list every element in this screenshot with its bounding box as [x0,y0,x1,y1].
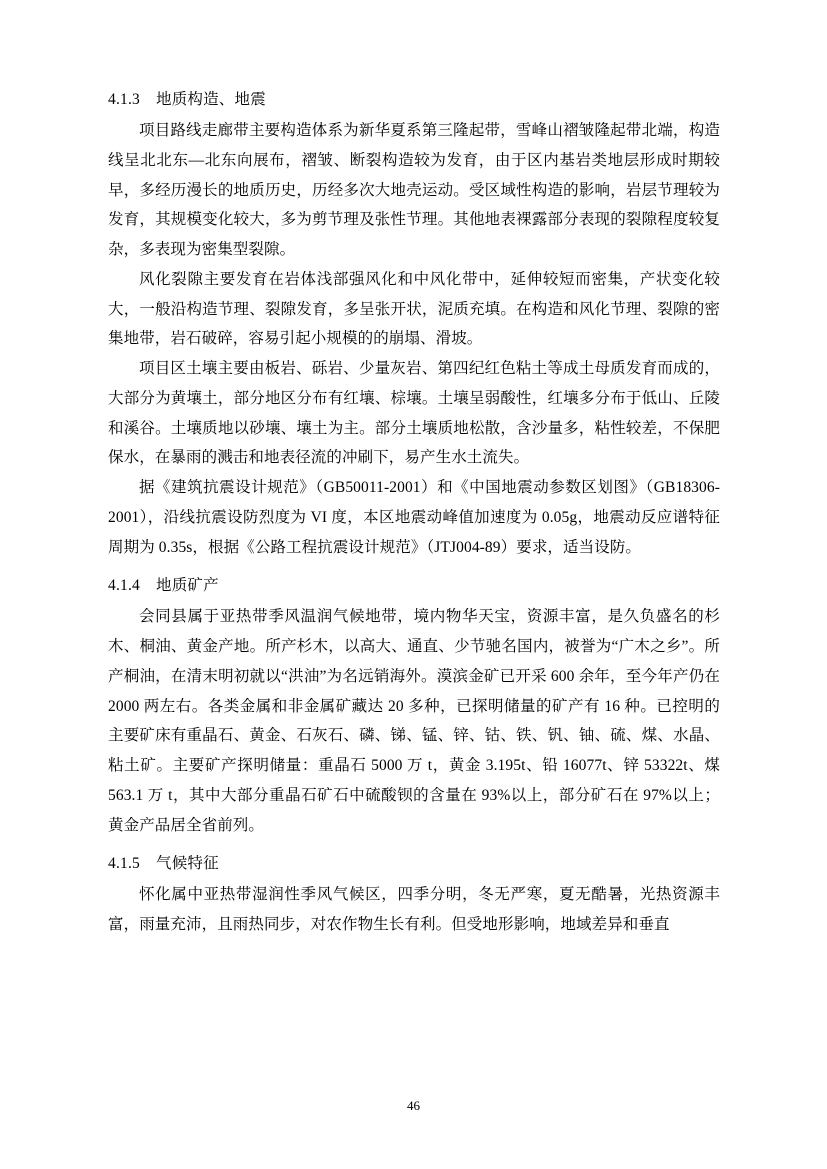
spacer [108,840,720,852]
page-number: 46 [407,1098,420,1113]
paragraph-413-4: 据《建筑抗震设计规范》（GB50011-2001）和《中国地震动参数区划图》（GB18306-2001），沿线抗震设防烈度为 VI 度，本区地震动峰值加速度为 0.05g，地震动反应谱特征周期为 0.35s，根据《公路工程抗震设计规范》（JTJ004-89）要求，适当设防。 [108,479,720,556]
section-number-414: 4.1.4 [108,577,140,595]
page-content [108,88,720,940]
paragraph-413-3: 项目区土壤主要由板岩、砾岩、少量灰岩、第四纪红色粘土等成土母质发育而成的，大部分为黄壤土，部分地区分布有红壤、棕壤。土壤呈弱酸性，红壤多分布于低山、丘陵和溪谷。土壤质地以砂壤、壤土为主。部分土壤质地松散，含沙量多，粘性较差，不保肥保水，在暴雨的溅击和地表径流的冲刷下，易产生水土流失。 [108,360,720,467]
section-number-413: 4.1.3 [108,91,140,108]
section-number-415: 4.1.5 [108,855,140,873]
section-title-415: 气候特征 [156,855,219,873]
section-title-413: 地质构造、地震 [156,91,266,108]
section-heading-413 [108,88,720,112]
section-heading-415 [108,852,720,876]
paragraph-415-1: 怀化属中亚热带湿润性季风气候区，四季分明，冬无严寒，夏无酷暑，光热资源丰富，雨量充沛，且雨热同步，对农作物生长有利。但受地形影响，地域差异和垂直 [108,886,720,934]
section-heading-414 [108,574,720,598]
paragraph-413-1: 项目路线走廊带主要构造体系为新华夏系第三隆起带，雪峰山褶皱隆起带北端，构造线呈北北东—北东向展布，褶皱、断裂构造较为发育，由于区内基岩类地层形成时期较早，多经历漫长的地质历史，历经多次大地壳运动。受区域性构造的影响，岩层节理较为发育，其规模变化较大，多为剪节理及张性节理。其他地表裸露部分表现的裂隙程度较复杂，多表现为密集型裂隙。 [108,122,720,259]
paragraph-413-2: 风化裂隙主要发育在岩体浅部强风化和中风化带中，延伸较短而密集，产状变化较大，一般沿构造节理、裂隙发育，多呈张开状，泥质充填。在构造和风化节理、裂隙的密集地带，岩石破碎，容易引起小规模的的崩塌、滑坡。 [108,270,720,348]
section-title-414: 地质矿产 [156,577,219,595]
spacer [108,562,720,574]
paragraph-414-1: 会同县属于亚热带季风温润气候地带，境内物华天宝，资源丰富，是久负盛名的杉木、桐油、黄金产地。所产杉木，以高大、通直、少节驰名国内，被誉为“广木之乡”。所产桐油，在清末明初就以“洪油”为名远销海外。漠滨金矿已开采 600 余年，至今年产仍在 2000 两左右。各类金属和非金属矿藏达 20 多种，已探明储量的矿产有 16 种。已控明的主要矿床有重晶石、黄金、石灰石、磷、锑、锰、锌、钴、铁、钒、铀、硫、煤、水晶、粘土矿。主要矿产探明储量：重晶石 5000 万 t，黄金 3.195t、铅 16077t、锌 53322t、煤 563.1 万 t，其中大部分重晶石矿石中硫酸钡的含量在 93%以上，部分矿石在 97%以上；黄金产品居全省前列。 [108,608,720,834]
